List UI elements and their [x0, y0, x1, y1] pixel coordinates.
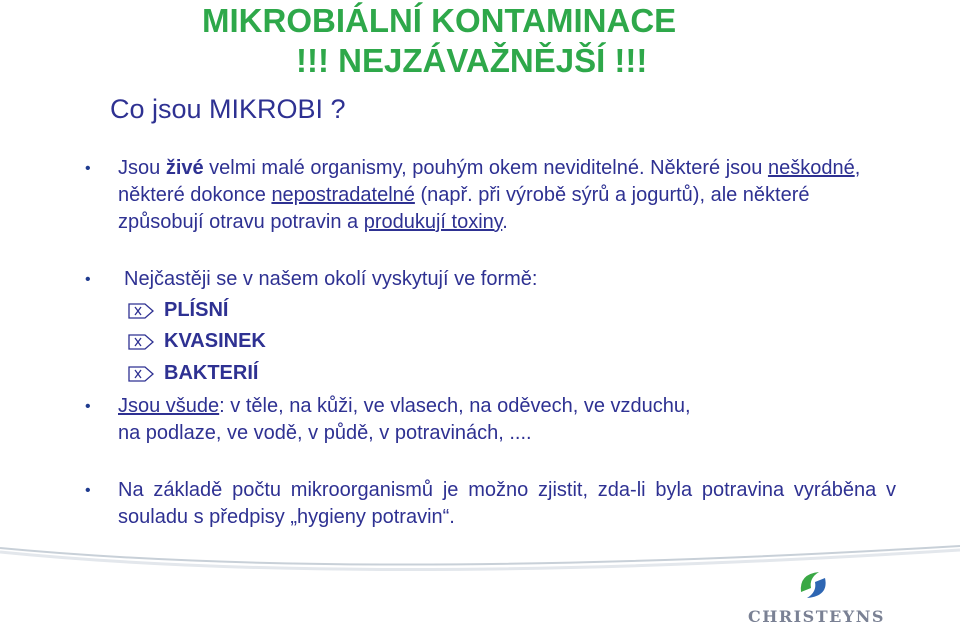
text: : v těle, na kůži, ve vlasech, na oděvech, ve vzduchu, na podlaze, ve vodě, v půdě, v potravinách, ....	[118, 395, 691, 444]
bullet-dot-icon: •	[85, 271, 91, 288]
text: Na základě počtu mikroorganismů je možno zjistit, zda-li byla potravina vyráběna v souladu s předpisy „hygieny potravin“.	[118, 479, 896, 528]
bullet-everywhere	[85, 393, 718, 447]
form-item-molds	[128, 297, 228, 324]
bullet-hygiene	[85, 477, 896, 531]
arrow-box-icon	[128, 303, 154, 319]
form-item-bacteria	[128, 360, 258, 387]
christeyns-logo	[748, 568, 885, 626]
form-label: KVASINEK	[164, 330, 266, 352]
arrow-box-icon	[128, 366, 154, 382]
bullet-forms	[85, 266, 904, 293]
question-heading: Co jsou MIKROBI ?	[110, 94, 346, 124]
form-item-yeasts	[128, 328, 266, 355]
text: .	[502, 211, 508, 233]
text-bold: živé	[165, 157, 204, 179]
text: Jsou	[118, 157, 166, 179]
text-underlined: Jsou všude	[118, 395, 220, 417]
text: velmi malé organismy, pouhým okem neviditelné. Některé jsou	[203, 157, 768, 179]
form-label: BAKTERIÍ	[164, 362, 259, 384]
bullet-dot-icon: •	[85, 398, 91, 415]
text: (např. při výrobě sýrů a jogurtů), ale některé způsobují otravu potravin a	[118, 184, 810, 233]
slide-subtitle: !!! NEJZÁVAŽNĚJŠÍ !!!	[296, 42, 648, 79]
slide-title: MIKROBIÁLNÍ KONTAMINACE	[202, 2, 677, 39]
bullet-dot-icon: •	[85, 482, 91, 499]
logo-swirl-icon	[793, 568, 833, 602]
text-underlined: produkují toxiny	[363, 211, 503, 233]
bullet-living-organisms	[85, 155, 898, 236]
form-label: PLÍSNÍ	[164, 299, 229, 321]
text-underlined: neškodné	[767, 157, 855, 179]
bullet-dot-icon: •	[85, 160, 91, 177]
text: , některé dokonce	[118, 157, 861, 206]
text: Nejčastěji se v našem okolí vyskytují ve formě:	[124, 268, 538, 290]
arrow-box-icon	[128, 334, 154, 350]
logo-text: CHRISTEYNS	[748, 607, 885, 626]
text-underlined: nepostradatelné	[271, 184, 415, 206]
